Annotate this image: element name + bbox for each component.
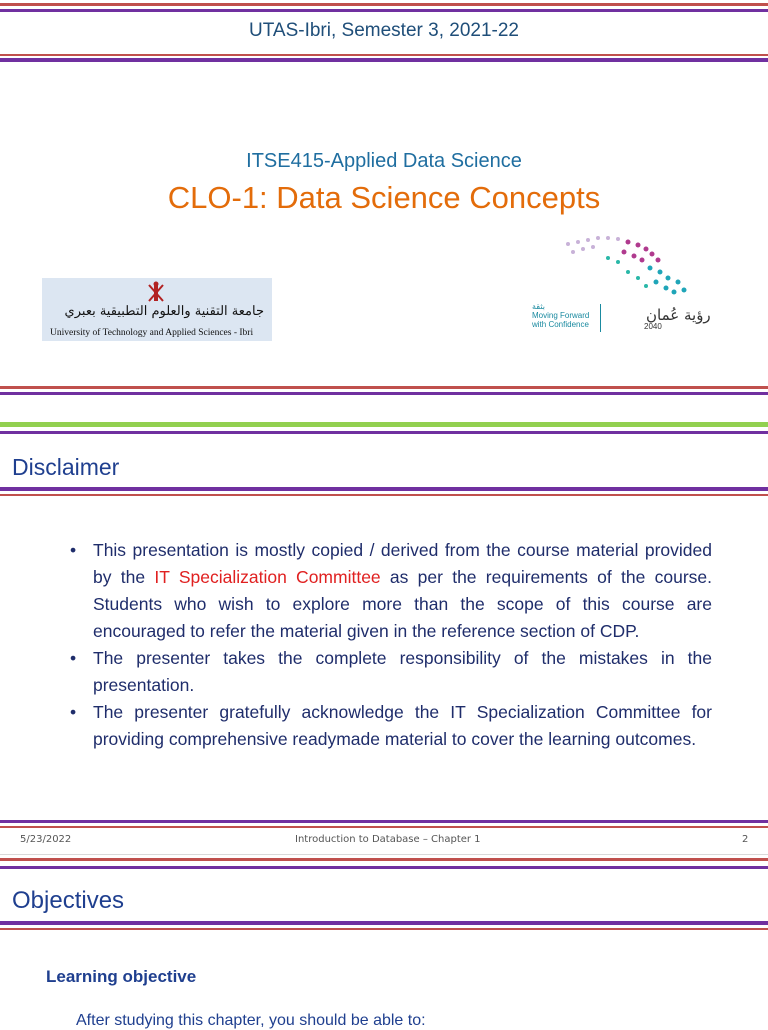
footer-page-number: 2 [742, 834, 749, 845]
slide2-top-green-line [0, 422, 768, 427]
utas-arabic-name: جامعة التقنية والعلوم التطبيقية بعبري [64, 304, 264, 319]
footer-purple-line [0, 820, 768, 823]
slide1-bottom-purple-line [0, 392, 768, 395]
objectives-heading: Objectives [12, 887, 125, 914]
slide2-top-purple-line [0, 431, 768, 434]
vision-tagline-2: with Confidence [532, 320, 589, 329]
slide-header: UTAS-Ibri, Semester 3, 2021-22 [249, 20, 519, 41]
objectives-underline-red [0, 928, 768, 930]
disclaimer-heading: Disclaimer [12, 454, 120, 480]
vision-divider [600, 304, 601, 332]
footer-red-line [0, 826, 768, 828]
disclaimer-underline-red [0, 494, 768, 496]
top-red-line [0, 3, 768, 6]
disclaimer-underline-purple [0, 487, 768, 491]
slide1-bottom-red-line [0, 386, 768, 389]
footer-title: Introduction to Database – Chapter 1 [295, 834, 481, 845]
learning-objective-heading: Learning objective [46, 967, 197, 986]
objectives-intro: After studying this chapter, you should be able to: [76, 1012, 426, 1029]
slide3-top-red-line [0, 858, 768, 861]
header-red-line [0, 54, 768, 56]
disclaimer-list [70, 537, 712, 753]
vision-arabic-small: بثقة [532, 302, 545, 311]
oman-vision-logo [528, 232, 728, 342]
footer-date: 5/23/2022 [20, 834, 72, 845]
oman-emblem-icon [146, 281, 166, 305]
header-purple-line [0, 58, 768, 62]
bullet1-text-b: as per the requirements of the course. Students who wish to explore more than the scope of this course are encouraged to refer the material given in the reference section of CDP. [93, 567, 713, 641]
vision-tagline-1: Moving Forward [532, 311, 590, 320]
utas-english-name: University of Technology and Applied Sciences - Ibri [50, 328, 254, 338]
list-item [70, 699, 712, 753]
slide-title: CLO-1: Data Science Concepts [167, 180, 601, 215]
slide-separator [0, 854, 768, 855]
bullet1-text-a: This presentation is mostly copied / derived from the course material provided by the [93, 540, 712, 587]
vision-arabic-title: رؤية عُمان [646, 306, 711, 324]
top-purple-line [0, 9, 768, 12]
course-name: ITSE415-Applied Data Science [246, 150, 522, 172]
utas-logo [42, 278, 272, 341]
objectives-underline-purple [0, 921, 768, 925]
list-item [70, 537, 712, 645]
bullet1-highlight: IT Specialization Committee [154, 567, 381, 587]
bullet2-text: The presenter takes the complete responsibility of the mistakes in the presentation. [93, 648, 712, 695]
list-item [70, 645, 712, 699]
slide3-top-purple-line [0, 866, 768, 869]
bullet3-text: The presenter gratefully acknowledge the IT Specialization Committee for providing comprehensive readymade material to cover the learning outcomes. [93, 702, 712, 749]
vision-year: 2040 [644, 322, 662, 331]
